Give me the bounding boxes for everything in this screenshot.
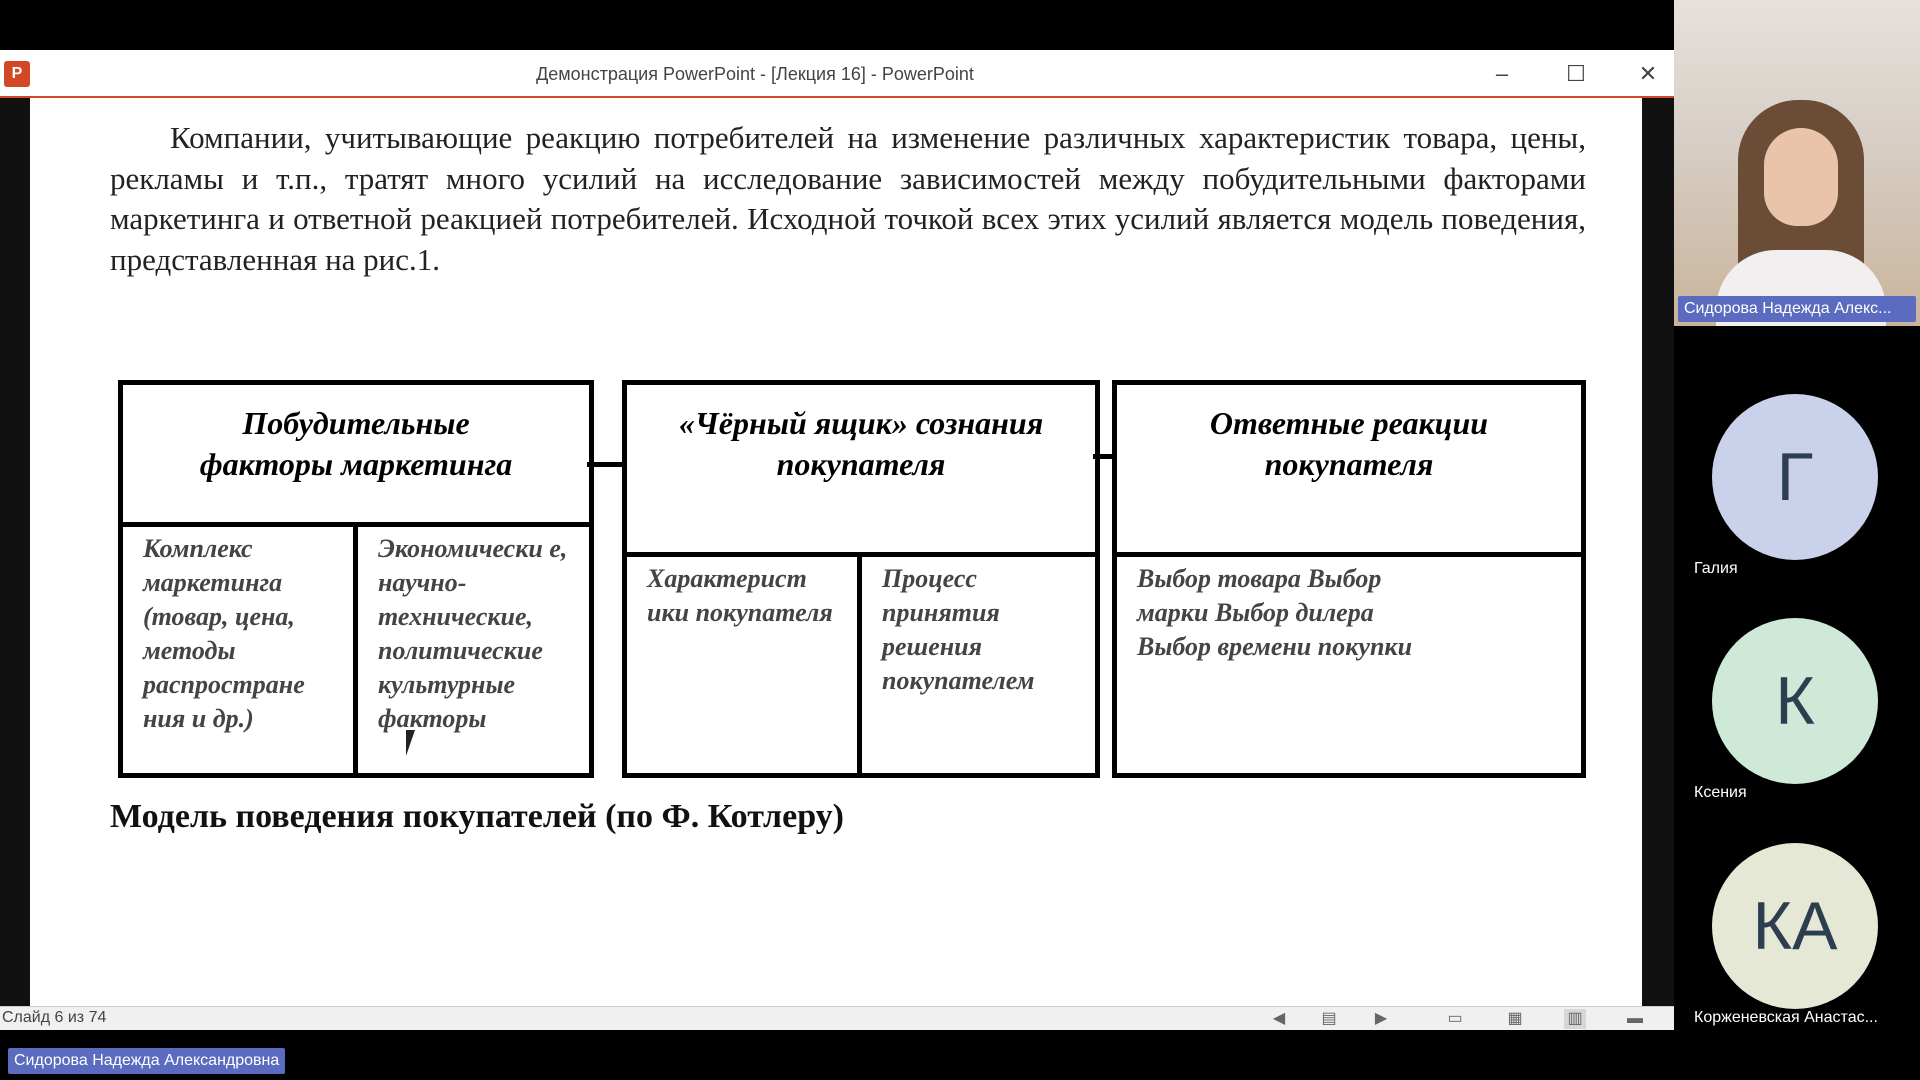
stimuli-cell-environment-text: Экономически е, научно-технические, политические культурные факторы xyxy=(378,534,568,733)
black-box-cell-decision xyxy=(862,552,1095,773)
maximize-button[interactable]: ☐ xyxy=(1566,61,1586,86)
responses-cell-text: Выбор товара Выбор марки Выбор дилера Выбор времени покупки xyxy=(1137,564,1413,661)
diagram-box-black-box xyxy=(622,380,1100,778)
diagram-box-responses xyxy=(1112,380,1586,778)
box-responses-title: Ответные реакции покупателя xyxy=(1117,385,1581,557)
participant-video-tile[interactable] xyxy=(1674,0,1920,326)
slideshow-icon[interactable]: ▬ xyxy=(1627,1010,1643,1027)
notes-icon[interactable]: ▤ xyxy=(1321,1010,1337,1027)
title-bar xyxy=(0,50,1674,98)
slide[interactable] xyxy=(30,98,1642,1006)
box-black-box-title: «Чёрный ящик» сознания покупателя xyxy=(627,385,1095,557)
stimuli-cell-marketing-mix xyxy=(123,522,358,773)
slide-paragraph: Компании, учитывающие реакцию потребителей на изменение различных характеристик товара, цены, рекламы и т.п., тратят много усилий на исследование зависимостей между побудительными факторами маркетинга и ответной реакцией потребителей. Исходной точкой всех этих усилий является модель поведения, представленная на рис.1. xyxy=(110,120,1586,277)
video-person-face xyxy=(1764,128,1838,226)
participant-name: Галия xyxy=(1694,560,1738,577)
participant-tile[interactable] xyxy=(1674,390,1920,590)
next-slide-icon[interactable]: ▶ xyxy=(1374,1010,1388,1027)
stimuli-cell-environment xyxy=(358,522,589,773)
video-person-image xyxy=(1726,100,1876,326)
previous-slide-icon[interactable]: ◀ xyxy=(1272,1010,1286,1027)
stimuli-cell-marketing-mix-text: Комплекс маркетинга (товар, цена, методы распростране ния и др.) xyxy=(143,534,305,733)
presenter-name-tag: Сидорова Надежда Александровна xyxy=(8,1048,285,1074)
black-box-cell-characteristics xyxy=(627,552,862,773)
video-participant-name: Сидорова Надежда Алекс... xyxy=(1678,296,1916,322)
close-button[interactable]: ✕ xyxy=(1638,61,1658,86)
participant-avatar: К xyxy=(1712,618,1878,784)
participant-tile[interactable] xyxy=(1674,839,1920,1039)
participant-tile[interactable] xyxy=(1674,614,1920,814)
window-title: Демонстрация PowerPoint - [Лекция 16] - PowerPoint xyxy=(536,64,974,84)
reading-view-icon[interactable]: ▥ xyxy=(1564,1009,1586,1029)
black-box-cell-characteristics-text: Характерист ики покупателя xyxy=(647,564,833,627)
black-box-cell-decision-text: Процесс принятия решения покупателем xyxy=(882,564,1035,695)
slide-sorter-icon[interactable]: ▦ xyxy=(1507,1010,1523,1027)
box-stimuli-cells xyxy=(123,522,589,773)
powerpoint-window xyxy=(0,50,1674,1030)
box-black-box-cells xyxy=(627,552,1095,773)
mouse-cursor-icon xyxy=(406,730,415,756)
participant-avatar: Г xyxy=(1712,394,1878,560)
participants-panel xyxy=(1674,0,1920,1080)
participant-name: Корженевская Анастас... xyxy=(1694,1009,1878,1026)
minimize-button[interactable]: – xyxy=(1495,61,1509,86)
box-stimuli-title: Побудительные факторы маркетинга xyxy=(123,385,589,527)
participant-name: Ксения xyxy=(1694,784,1747,801)
normal-view-icon[interactable]: ▭ xyxy=(1447,1010,1463,1027)
diagram-box-stimuli xyxy=(118,380,594,778)
participant-avatar: КА xyxy=(1712,843,1878,1009)
diagram-caption: Модель поведения покупателей (по Ф. Котлеру) xyxy=(110,798,845,835)
box-responses-cell xyxy=(1117,552,1581,773)
bottom-bar xyxy=(0,1030,1674,1080)
powerpoint-app-icon[interactable]: P xyxy=(4,61,30,87)
slide-counter: Слайд 6 из 74 xyxy=(2,1009,107,1026)
slide-area xyxy=(0,98,1674,1006)
status-bar xyxy=(0,1006,1674,1030)
